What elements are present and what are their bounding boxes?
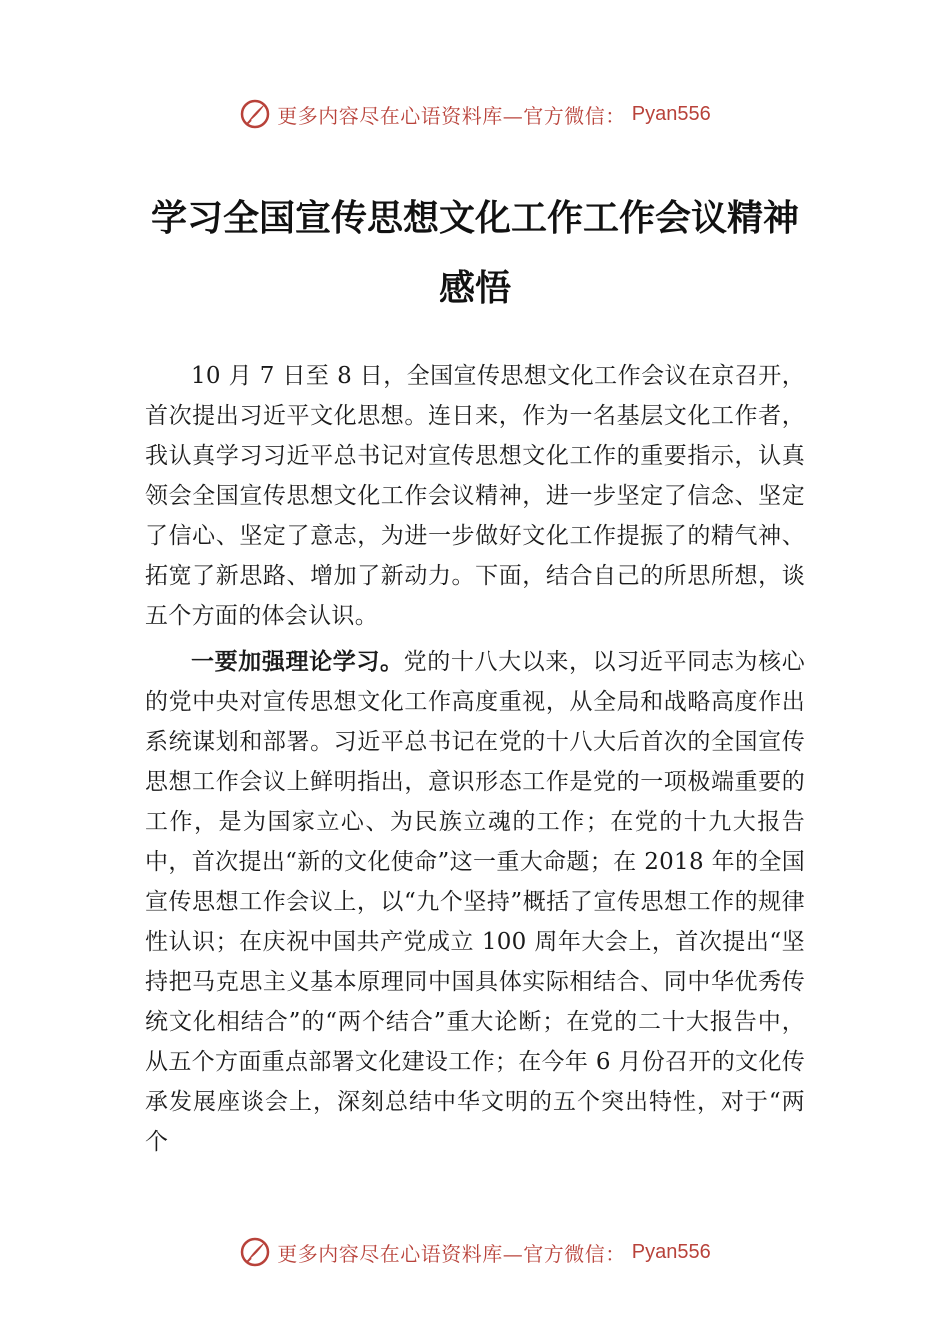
quill-circle-logo-icon [239, 98, 271, 130]
page-title [80, 184, 870, 324]
footer-banner [0, 1232, 950, 1272]
paragraph-lead-heading: 一要加强理论学习。 [191, 649, 404, 675]
header-banner [0, 94, 950, 134]
banner-text: 更多内容尽在心语资料库—官方微信： [277, 103, 626, 128]
quill-circle-logo-icon [239, 1236, 271, 1268]
paragraph-intro: 10 月 7 日至 8 日，全国宣传思想文化工作会议在京召开，首次提出习近平文化思想。连日来，作为一名基层文化工作者，我认真学习习近平总书记对宣传思想文化工作的重要指示，认真领会全国宣传思想文化工作会议精神，进一步坚定了信念、坚定了信心、坚定了意志，为进一步做好文化工作提振了的精气神、拓宽了新思路、增加了新动力。下面，结合自己的所思所想，谈五个方面的体会认识。 [145, 363, 805, 629]
banner-text: 更多内容尽在心语资料库—官方微信： [277, 1241, 626, 1266]
paragraph-body-text: 党的十八大以来，以习近平同志为核心的党中央对宣传思想文化工作高度重视，从全局和战略高度作出系统谋划和部署。习近平总书记在党的十八大后首次的全国宣传思想工作会议上鲜明指出，意识形态工作是党的一项极端重要的工作，是为国家立心、为民族立魂的工作；在党的十九大报告中，首次提出“新的文化使命”这一重大命题；在 2018 年的全国宣传思想工作会议上，以“九个坚持”概括了宣传思想工作的规律性认识；在庆祝中国共产党成立 100 周年大会上，首次提出“坚持把马克思主义基本原理同中国具体实际相结合、同中华优秀传统文化相结合”的“两个结合”重大论断；在党的二十大报告中，从五个方面重点部署文化建设工作；在今年 6 月份召开的文化传承发展座谈会上，深刻总结中华文明的五个突出特性，对于“两个 [145, 649, 805, 1155]
title-line-2: 感悟 [438, 268, 511, 309]
banner-wechat-id: Pyan556 [631, 1240, 711, 1263]
banner-wechat-id: Pyan556 [631, 102, 711, 125]
paragraph-theory-study [145, 642, 805, 1162]
document-body [145, 356, 805, 1168]
title-line-1: 学习全国宣传思想文化工作工作会议精神 [150, 198, 799, 239]
